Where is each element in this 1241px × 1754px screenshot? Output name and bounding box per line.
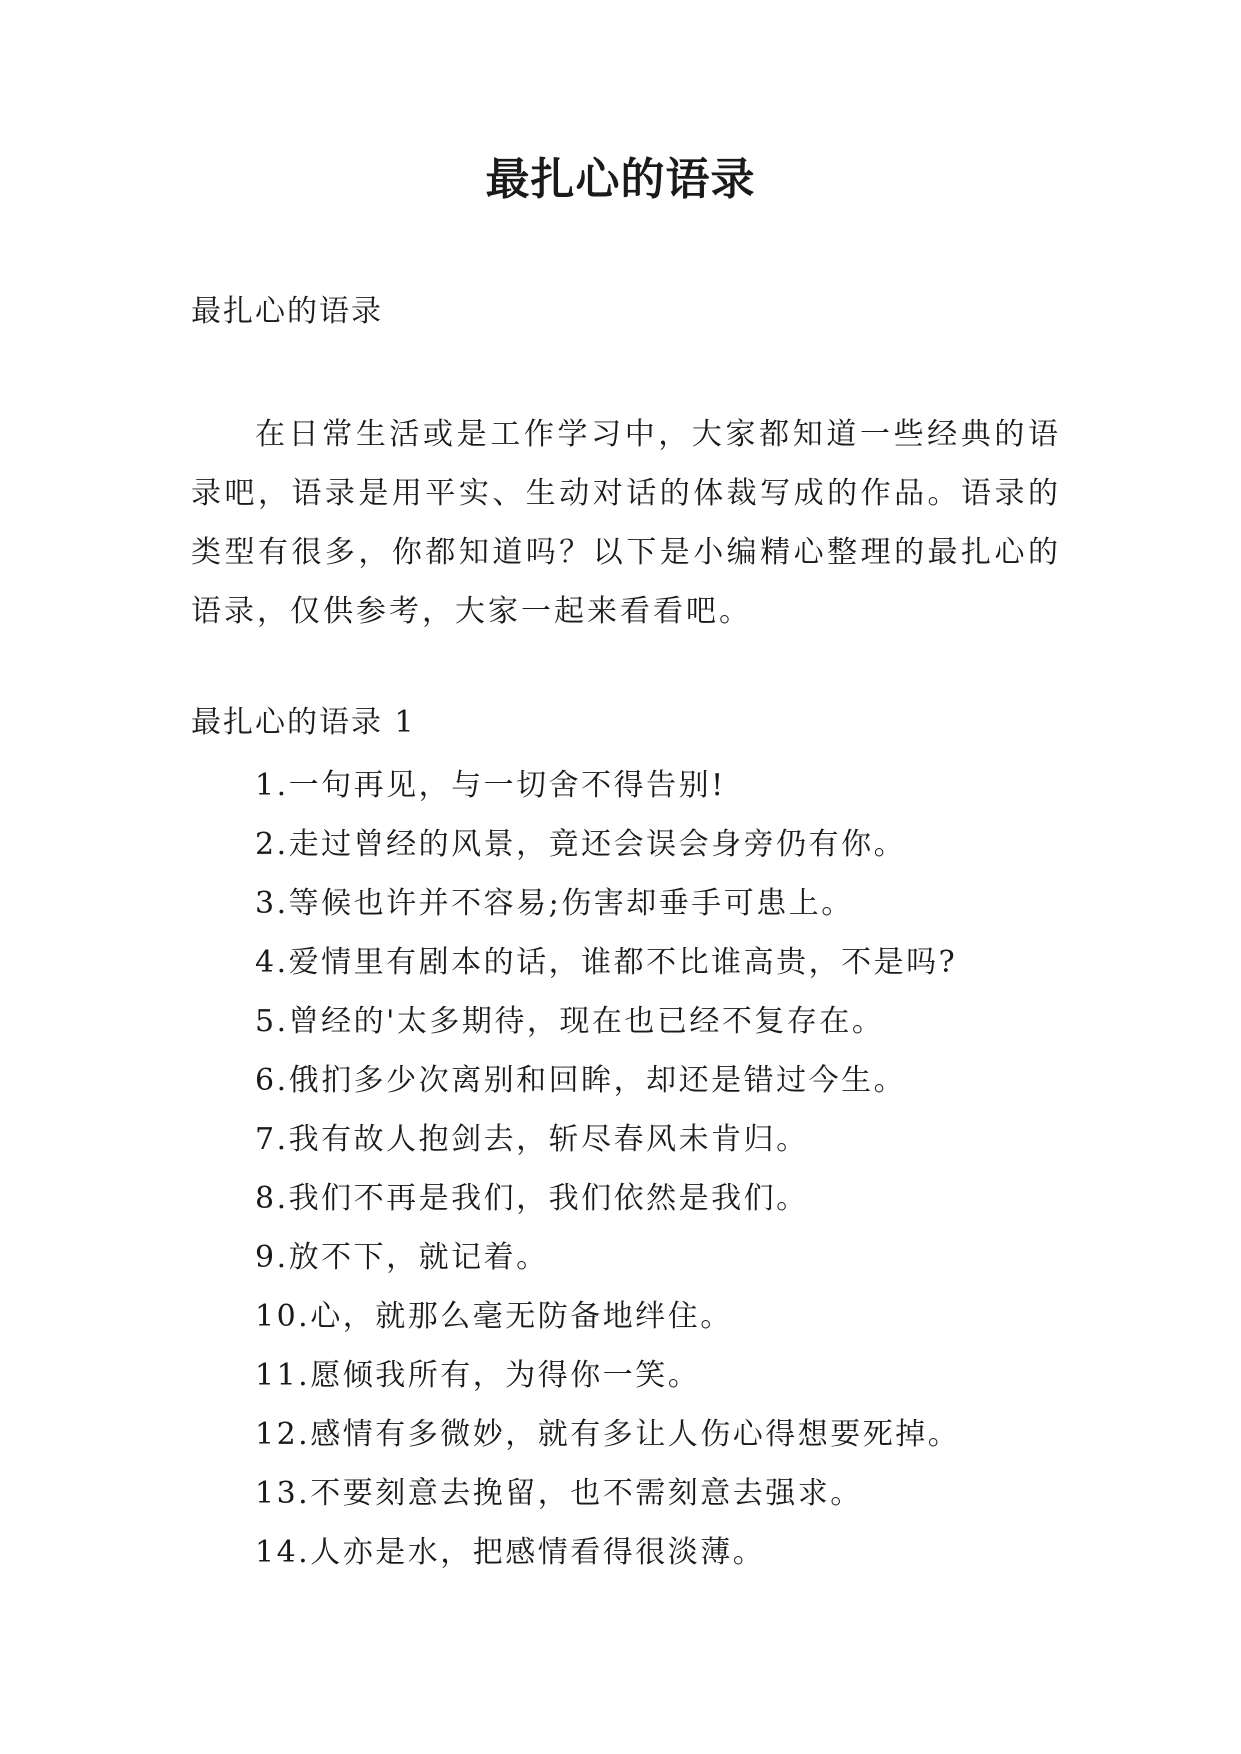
quote-item: 4.爱情里有剧本的话，谁都不比谁高贵，不是吗? [255,945,958,980]
quote-item: 13.不要刻意去挽留，也不需刻意去强求。 [255,1476,863,1511]
quote-item: 3.等候也许并不容易;伤害却垂手可患上。 [255,886,854,921]
quote-item: 14.人亦是水，把感情看得很淡薄。 [255,1535,766,1570]
quote-item: 5.曾经的'太多期待，现在也已经不复存在。 [255,1004,885,1039]
quote-list [255,756,960,1582]
quote-item: 6.俄扪多少次离别和回眸，却还是错过今生。 [255,1063,907,1098]
intro-paragraph: 在日常生活或是工作学习中，大家都知道一些经典的语录吧，语录是用平实、生动对话的体裁写成的作品。语录的类型有很多，你都知道吗？以下是小编精心整理的最扎心的语录，仅供参考，大家一起来看看吧。 [191,417,1061,629]
quote-item: 10.心，就那么毫无防备地绊住。 [255,1299,733,1334]
document-subtitle: 最扎心的语录 [191,294,383,329]
quote-item: 12.感情有多微妙，就有多让人伤心得想要死掉。 [255,1417,961,1452]
document-title: 最扎心的语录 [485,154,756,205]
quote-item: 7.我有故人抱剑去，斩尽春风未肯归。 [255,1122,809,1157]
quote-item: 2.走过曾经的风景，竟还会误会身旁仍有你。 [255,827,907,862]
quote-item: 11.愿倾我所有，为得你一笑。 [255,1358,701,1393]
quote-item: 1.一句再见，与一切舍不得告别! [255,768,726,803]
section-heading: 最扎心的语录 1 [191,705,416,740]
quote-item: 9.放不下，就记着。 [255,1240,549,1275]
quote-item: 8.我们不再是我们，我们依然是我们。 [255,1181,809,1216]
